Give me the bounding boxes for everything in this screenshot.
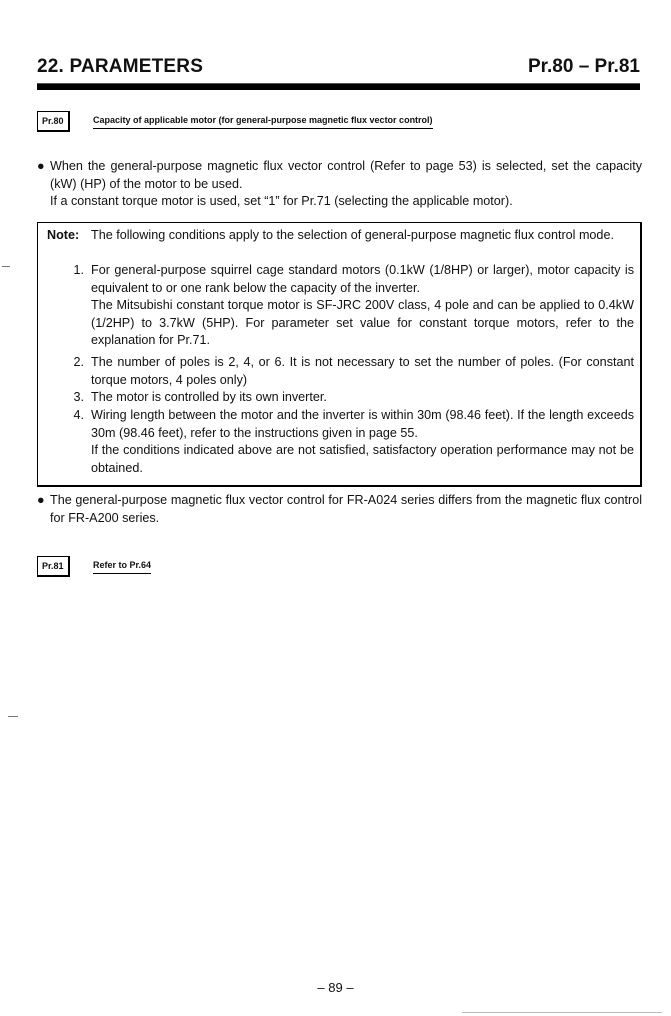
note-item-number: 1.	[73, 263, 84, 277]
intro-paragraph	[37, 158, 642, 211]
bullet-icon: ●	[37, 493, 45, 507]
pr80-heading	[37, 111, 567, 131]
note-intro: The following conditions apply to the selection of general-purpose magnetic flux control mode.	[91, 228, 614, 242]
note-item-extra: The Mitsubishi constant torque motor is SF-JRC 200V class, 4 pole and can be applied to 0.4kW (1/2HP) to 3.7kW (5HP). For parameter set value for constant torque motors, refer to the explanation for Pr.71.	[91, 298, 634, 347]
intro-text: When the general-purpose magnetic flux vector control (Refer to page 53) is selected, set the capacity (kW) (HP) of the motor to be used.	[50, 159, 642, 191]
bullet-icon: ●	[37, 159, 45, 173]
note-box	[37, 222, 642, 487]
page-number: – 89 –	[317, 980, 354, 995]
closing-text: The general-purpose magnetic flux vector control for FR-A024 series differs from the magnetic flux control for FR-A200 series.	[50, 493, 642, 525]
note-item-2	[58, 354, 634, 389]
pr81-heading	[37, 556, 237, 576]
parameter-range: Pr.80 – Pr.81	[528, 56, 640, 77]
pr80-description: Capacity of applicable motor (for general-purpose magnetic flux vector control)	[93, 115, 433, 129]
intro-text-2: If a constant torque motor is used, set “1” for Pr.71 (selecting the applicable motor).	[50, 194, 513, 208]
note-item-text: The number of poles is 2, 4, or 6. It is not necessary to set the number of poles. (For constant torque motors, 4 poles only)	[91, 355, 634, 387]
header-rule	[37, 84, 640, 90]
scan-speck	[462, 1012, 662, 1013]
note-item-number: 4.	[73, 408, 84, 422]
section-title: 22. PARAMETERS	[37, 56, 204, 77]
closing-paragraph	[37, 492, 642, 527]
note-label: Note:	[47, 228, 80, 242]
scan-speck	[2, 266, 10, 267]
note-item-text: Wiring length between the motor and the inverter is within 30m (98.46 feet). If the length exceeds 30m (98.46 feet), refer to the instructions given in page 55.	[91, 408, 634, 440]
pr81-description: Refer to Pr.64	[93, 560, 151, 574]
note-item-text: The motor is controlled by its own inverter.	[91, 390, 327, 404]
pr80-label-box: Pr.80	[37, 111, 70, 132]
scan-speck	[8, 716, 18, 717]
note-item-number: 3.	[73, 390, 84, 404]
note-item-4	[58, 407, 634, 477]
note-item-3	[58, 389, 634, 407]
pr81-label-box: Pr.81	[37, 556, 70, 577]
note-item-1	[58, 262, 634, 350]
note-item-number: 2.	[73, 355, 84, 369]
page-header	[37, 56, 640, 78]
note-item-text: For general-purpose squirrel cage standard motors (0.1kW (1/8HP) or larger), motor capacity is equivalent to or one rank below the capacity of the inverter.	[91, 263, 634, 295]
note-item-extra: If the conditions indicated above are not satisfied, satisfactory operation performance may not be obtained.	[91, 443, 634, 475]
